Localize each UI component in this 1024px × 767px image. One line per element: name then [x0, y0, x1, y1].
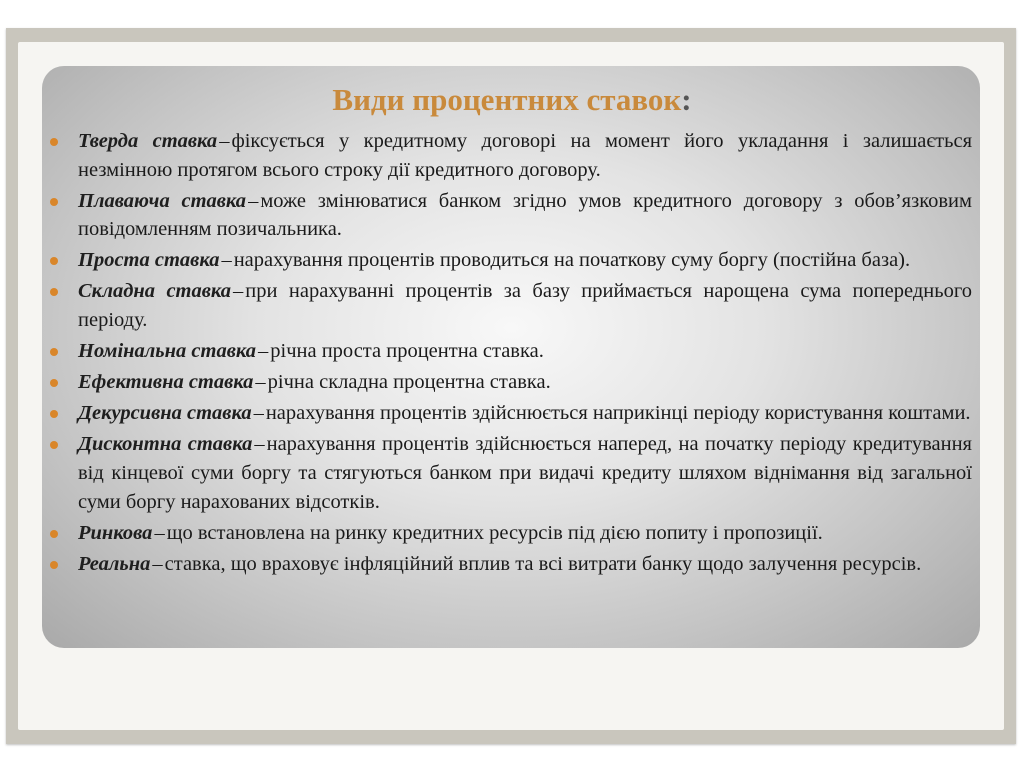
bullet-icon: [50, 410, 58, 418]
item-text: нарахування процентів проводиться на початкову суму боргу (постійна база).: [233, 249, 911, 272]
item-term: Тверда ставка: [78, 130, 218, 152]
bullet-icon: [50, 441, 58, 449]
item-term: Складна ставка: [78, 280, 232, 303]
item-dash: –: [221, 249, 232, 272]
item-term: Декурсивна ставка: [78, 402, 252, 425]
item-dash: –: [258, 340, 269, 363]
bullet-icon: [50, 379, 58, 387]
list-item: [44, 187, 972, 244]
item-text: що встановлена на ринку кредитних ресурсів під дією попиту і пропозиції.: [166, 521, 823, 544]
item-text: нарахування процентів здійснюється наприкінці періоду користування коштами.: [265, 402, 971, 425]
bullet-icon: [50, 138, 58, 146]
list-item: [44, 337, 972, 366]
item-text: може змінюватися банком згідно умов кредитного договору з обов’язковим повідомленням позичальника.: [78, 189, 972, 241]
item-term: Ринкова: [78, 521, 153, 544]
item-dash: –: [253, 402, 264, 425]
list-item: [44, 246, 972, 275]
list-item: [44, 399, 972, 428]
item-term: Проста ставка: [78, 249, 220, 272]
list-item: [44, 519, 972, 548]
bullet-icon: [50, 198, 58, 206]
item-term: Ефективна ставка: [78, 371, 254, 394]
bullet-icon: [50, 561, 58, 569]
list-item: [44, 430, 972, 516]
slide-title-text: Види процентних ставок: [332, 82, 682, 117]
item-text: нарахування процентів здійснюється наперед, на початку періоду кредитування від кінцевої суми боргу та стягуються банком при видачі кредиту шляхом віднімання від загальної суми боргу нарахованих відсотків.: [78, 433, 972, 513]
item-dash: –: [152, 552, 163, 575]
slide-title: [0, 80, 1024, 120]
list-item: [44, 550, 972, 579]
item-dash: –: [219, 130, 230, 152]
item-term: Реальна: [78, 552, 151, 575]
item-dash: –: [254, 433, 265, 456]
rate-types-list: [44, 127, 972, 581]
item-dash: –: [255, 371, 266, 394]
list-item: [44, 368, 972, 397]
item-dash: –: [248, 189, 259, 212]
item-text: ставка, що враховує інфляційний вплив та всі витрати банку щодо залучення ресурсів.: [164, 552, 922, 575]
bullet-icon: [50, 348, 58, 356]
item-term: Номінальна ставка: [78, 340, 257, 363]
slide-title-colon: :: [681, 82, 692, 117]
list-item: [44, 277, 972, 334]
bullet-icon: [50, 257, 58, 265]
item-text: при нарахуванні процентів за базу приймається нарощена сума попереднього періоду.: [78, 280, 972, 332]
item-text: фіксується у кредитному договорі на момент його укладання і залишається незмінною протягом всього строку дії кредитного договору.: [78, 130, 972, 181]
item-term: Плаваюча ставка: [78, 189, 247, 212]
list-item: [44, 127, 972, 184]
item-term: Дисконтна ставка: [78, 433, 253, 456]
bullet-icon: [50, 530, 58, 538]
bullet-icon: [50, 288, 58, 296]
item-text: річна проста процентна ставка.: [270, 340, 544, 363]
item-dash: –: [154, 521, 165, 544]
item-text: річна складна процентна ставка.: [267, 371, 551, 394]
item-dash: –: [233, 280, 244, 303]
